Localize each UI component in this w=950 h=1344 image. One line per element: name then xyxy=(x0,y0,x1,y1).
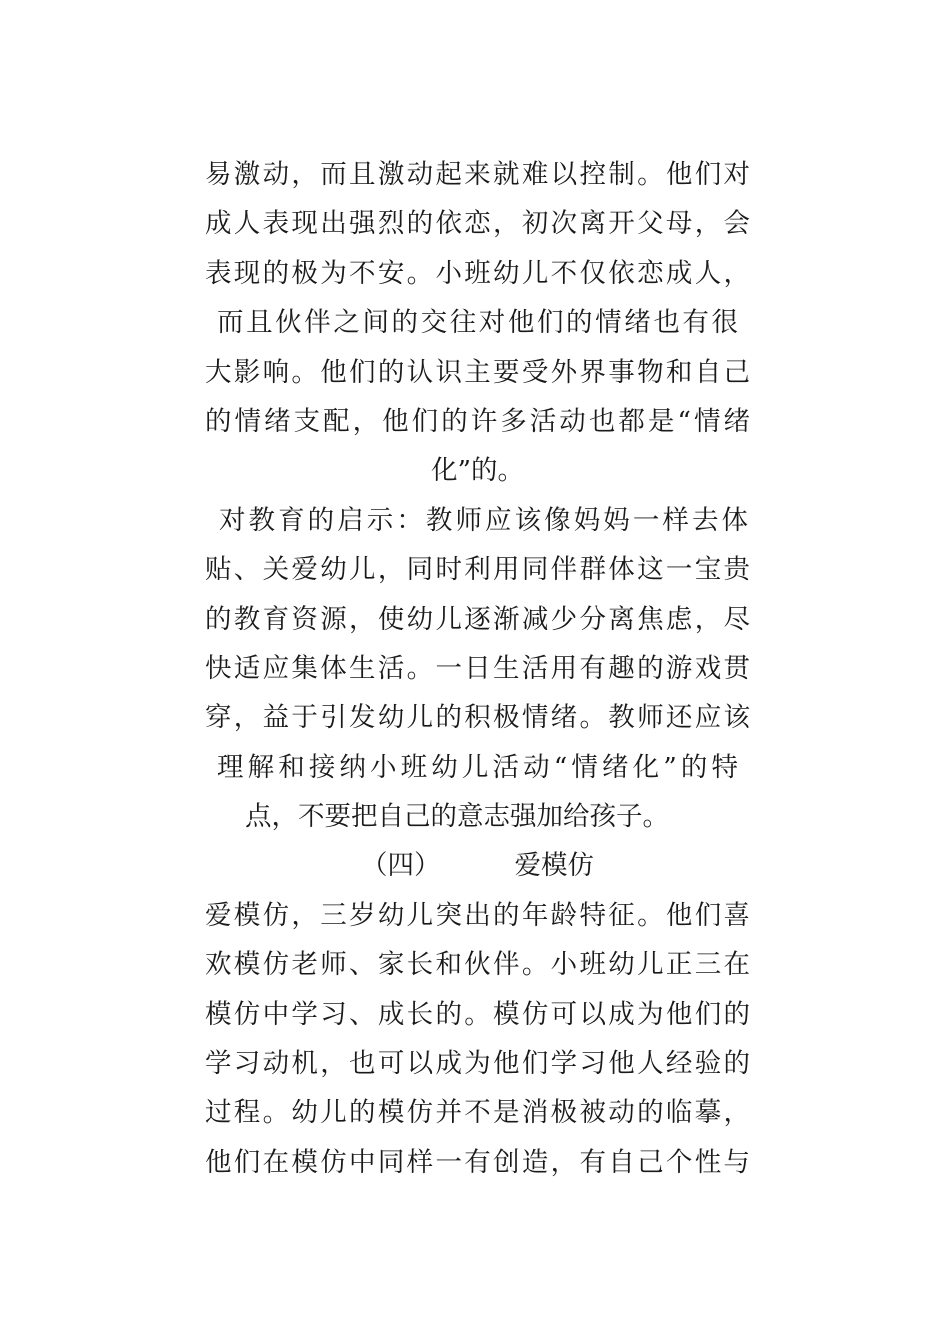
text-line: 化”的。 xyxy=(430,455,525,487)
text-line: 点，不要把自己的意志强加给孩子。 xyxy=(245,801,669,833)
text-line: 的教育资源，使幼儿逐渐减少分离焦虑，尽 xyxy=(205,603,750,635)
text-line: 的情绪支配，他们的许多活动也都是“情绪 xyxy=(205,405,750,437)
text-line: 贴、关爱幼儿，同时利用同伴群体这一宝贵 xyxy=(205,554,750,586)
document-body xyxy=(205,150,750,1187)
text-line: 而且伙伴之间的交往对他们的情绪也有很 xyxy=(217,307,738,339)
text-line: 对教育的启示：教师应该像妈妈一样去体 xyxy=(219,504,748,536)
section-title: 爱模仿 xyxy=(514,850,594,882)
section-heading xyxy=(205,841,750,890)
text-line: 爱模仿，三岁幼儿突出的年龄特征。他们喜 xyxy=(205,899,750,931)
text-line: 大影响。他们的认识主要受外界事物和自己 xyxy=(205,356,750,388)
text-line: 易激动，而且激动起来就难以控制。他们对 xyxy=(205,159,750,190)
text-line: 他们在模仿中同样一有创造，有自己个性与 xyxy=(205,1146,750,1178)
text-line: 过程。幼儿的模仿并不是消极被动的临摹， xyxy=(205,1097,750,1129)
text-line: 模仿中学习、成长的。模仿可以成为他们的 xyxy=(205,998,750,1030)
text-line: 快适应集体生活。一日生活用有趣的游戏贯 xyxy=(205,652,750,684)
text-line: 成人表现出强烈的依恋，初次离开父母，会 xyxy=(205,208,750,240)
text-line: 欢模仿老师、家长和伙伴。小班幼儿正三在 xyxy=(205,949,750,981)
text-line: 表现的极为不安。小班幼儿不仅依恋成人， xyxy=(205,257,750,289)
section-number: （四） xyxy=(361,850,441,882)
text-line: 学习动机，也可以成为他们学习他人经验的 xyxy=(205,1048,750,1080)
text-line: 理解和接纳小班幼儿活动“情绪化”的特 xyxy=(217,751,738,783)
text-line: 穿，益于引发幼儿的积极情绪。教师还应该 xyxy=(205,702,750,734)
